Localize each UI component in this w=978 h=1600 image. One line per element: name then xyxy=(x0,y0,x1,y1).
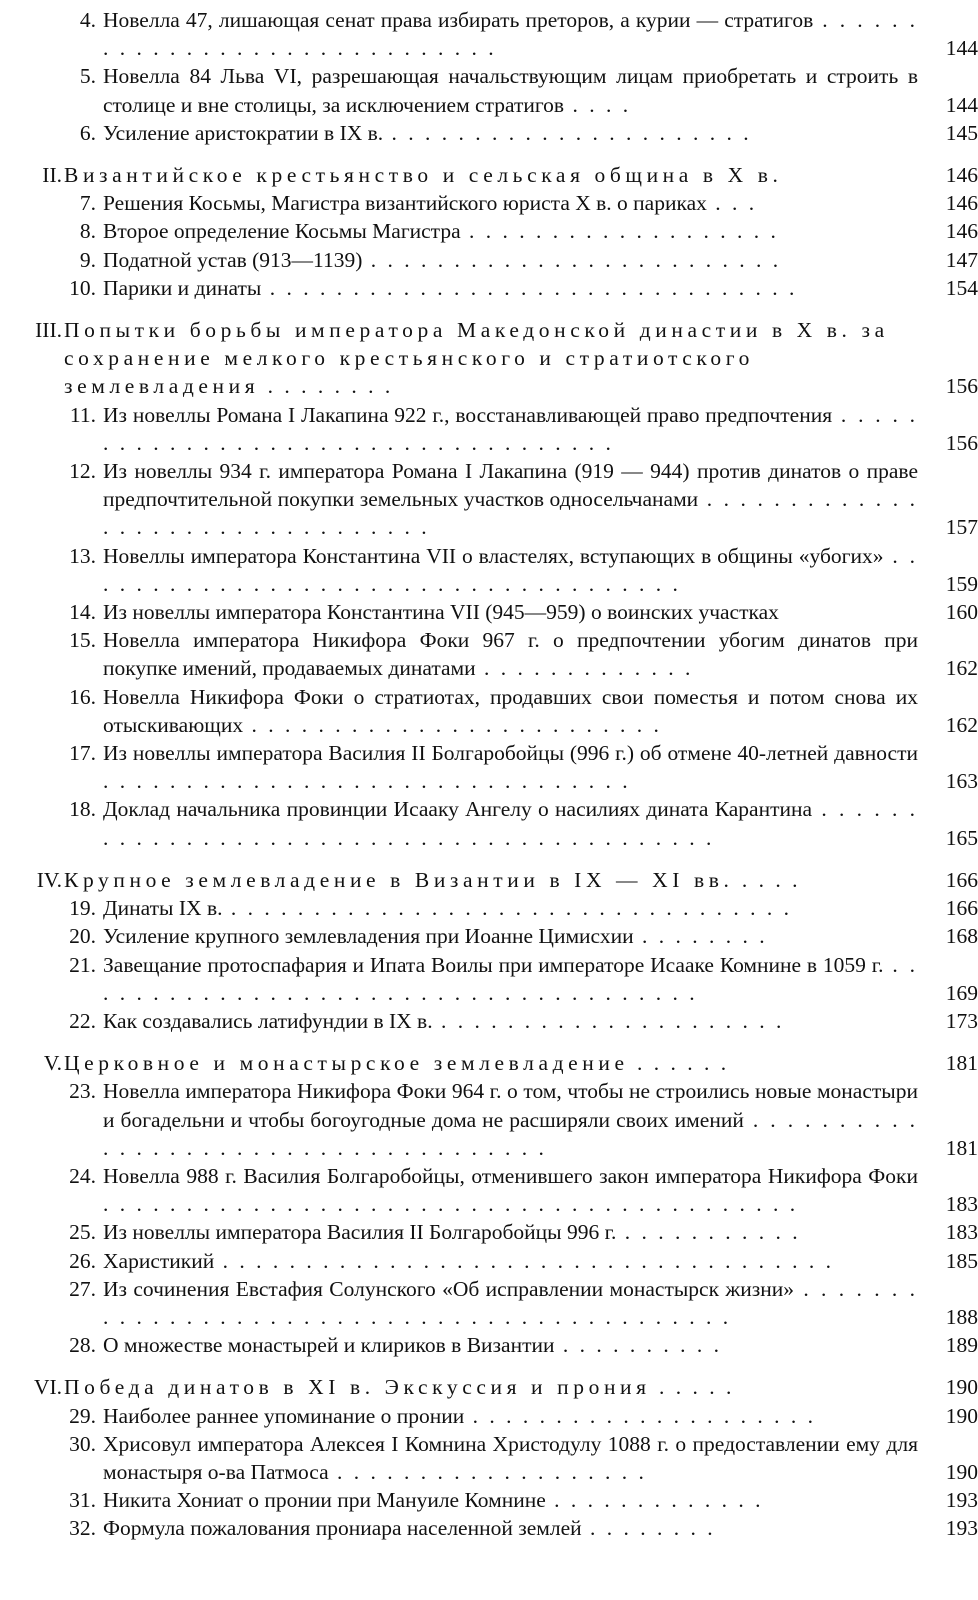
toc-entry xyxy=(0,739,978,795)
page-number: 147 xyxy=(945,247,978,272)
dot-leader: . . . . . . . . . . . . . . . . . . . xyxy=(328,1459,647,1484)
toc-entry xyxy=(0,274,978,302)
toc-entry xyxy=(0,189,978,217)
entry-number: 24. xyxy=(69,1163,96,1188)
page-number: 190 xyxy=(945,1459,978,1484)
section-gap xyxy=(0,852,978,866)
entry-title: Из новеллы императора Василия II Болгаробойцы 996 г. xyxy=(103,1220,617,1245)
toc-entry xyxy=(0,1275,978,1331)
dot-leader: . . . . . . . . . . . xyxy=(616,1220,801,1245)
toc-entry xyxy=(0,1402,978,1430)
page-number: 157 xyxy=(945,515,978,540)
toc-entry xyxy=(0,626,978,682)
page-number: 189 xyxy=(945,1333,978,1358)
toc-entry xyxy=(0,1007,978,1035)
entry-number: 13. xyxy=(69,543,96,568)
page-number: 144 xyxy=(945,92,978,117)
toc-entry xyxy=(0,1514,978,1542)
toc-entry xyxy=(0,401,978,457)
entry-title: Завещание протоспафария и Ипата Воилы при императоре Исааке Комнине в 1059 г. xyxy=(103,952,884,977)
page-number: 160 xyxy=(945,600,978,625)
entry-number: 32. xyxy=(69,1516,96,1541)
dot-leader: . . . . . . . . xyxy=(633,924,768,949)
entry-number: 27. xyxy=(69,1276,96,1301)
dot-leader: . . . . . . . . . . . . . . . . . . . . . . . . . . . . . . . . . . . . . . . . . . . xyxy=(103,797,918,850)
dot-leader: . . . . . . . . . . . . . . . . . . . . . . . . . . . . . . . . . . . . . . . . . . xyxy=(103,1192,799,1217)
dot-leader: . . . . . . . . . . xyxy=(554,1333,722,1358)
entry-title: Новеллы императора Константина VII о властелях, вступающих в общины «убогих» xyxy=(103,543,884,568)
page-number: 156 xyxy=(945,430,978,455)
toc-entry xyxy=(0,922,978,950)
entry-title: Динаты IX в. xyxy=(103,896,223,921)
entry-number: 29. xyxy=(69,1403,96,1428)
entry-title: Из сочинения Евстафия Солунского «Об исправлении монастырск жизни» xyxy=(103,1276,794,1301)
entry-number: 18. xyxy=(69,797,96,822)
page-number: 190 xyxy=(945,1403,978,1428)
toc-entry xyxy=(0,457,978,542)
dot-leader: . . . . . . . . . . . . . . . . . . . . . . . . . xyxy=(243,712,662,737)
page-number: 183 xyxy=(945,1192,978,1217)
dot-leader: . . . . . . . . . . . . . . . . . . . . . . . . . . . . . . xyxy=(103,8,918,61)
entry-title: Из новеллы Романа I Лакапина 922 г., восстанавливающей право предпочтения xyxy=(103,402,833,427)
dot-leader: . . . . . . . . . . . . . . . . . . . . . . . . . . . . . . . . . . xyxy=(222,896,792,921)
page-number: 168 xyxy=(945,924,978,949)
entry-title: Новелла 988 г. Василия Болгаробойцы, отменившего закон императора Никифора Фоки xyxy=(103,1163,918,1188)
dot-leader: . . . . . . . . xyxy=(259,374,394,399)
entry-number: 6. xyxy=(79,120,96,145)
page-number: 181 xyxy=(945,1135,978,1160)
dot-leader: . . . . . . . . . . . . . . . . . . . . . . . . . . . . . . . . . . . . xyxy=(103,402,918,455)
section-number: IV. xyxy=(36,867,62,892)
entry-number: 25. xyxy=(69,1220,96,1245)
dot-leader: . . . . . . . . . . . . . . . . . . . . . . . . . . . . . . . . . . . . . xyxy=(214,1248,834,1273)
page-number: 154 xyxy=(945,275,978,300)
section-number: III. xyxy=(35,318,62,343)
page-number: 166 xyxy=(945,896,978,921)
entry-title: Податной устав (913—1139) xyxy=(103,247,363,272)
dot-leader: . . . . . . . . . . . . . . . . . . . . . . . . . . . . . . . . xyxy=(103,769,631,794)
toc-entry xyxy=(0,683,978,739)
entry-title: Как создавались латифундии в IX в. xyxy=(103,1008,433,1033)
entry-title: Новелла Никифора Фоки о стратиотах, продавших свои поместья и потом снова их отыскивающих xyxy=(103,684,918,737)
entry-number: 20. xyxy=(69,924,96,949)
entry-number: 17. xyxy=(69,741,96,766)
entry-title: Никита Хониат о пронии при Мануиле Комнине xyxy=(103,1488,546,1513)
page-number: 144 xyxy=(945,36,978,61)
entry-title: Новелла 84 Льва VI, разрешающая начальствующим лицам приобретать и строить в столице и вне столицы, за исключением стратигов xyxy=(103,64,918,117)
dot-leader: . . . . xyxy=(733,867,801,892)
entry-title: Из новеллы 934 г. императора Романа I Лакапина (919 — 944) против динатов о праве предпочтительной покупки земельных участков односельчанами xyxy=(103,459,918,512)
dot-leader: . . . . . . . . . . . . . . . . . . . . . . . . . . . . . . . . . . . . . . . . . . . . . xyxy=(103,1276,919,1329)
dot-leader: . . . . . . . . . . . . . . . . . . . . . . . . . . . . . . . . . . . . . xyxy=(103,1107,918,1160)
dot-leader: . . . xyxy=(706,191,758,216)
page-number: 166 xyxy=(945,867,978,892)
entry-title: Из новеллы императора Константина VII (945—959) о воинских участках xyxy=(103,600,779,625)
entry-title: Решения Косьмы, Магистра византийского юриста X в. о париках xyxy=(103,191,707,216)
entry-number: 12. xyxy=(69,459,96,484)
toc-entry xyxy=(0,1430,978,1486)
section-number: II. xyxy=(42,163,62,188)
page-number: 185 xyxy=(945,1248,978,1273)
toc-section-heading xyxy=(0,1373,978,1401)
page-number: 159 xyxy=(945,571,978,596)
entry-title: Из новеллы императора Василия II Болгаробойцы (996 г.) об отмене 40-летней давности xyxy=(103,741,918,766)
entry-title: Доклад начальника провинции Исааку Ангелу о насилиях дината Карантина xyxy=(103,797,813,822)
toc-entry xyxy=(0,1247,978,1275)
dot-leader: . . . . . xyxy=(650,1375,735,1400)
entry-title: Новелла 47, лишающая сенат права избирать преторов, а курии — стратигов xyxy=(103,8,814,32)
toc-entry xyxy=(0,119,978,147)
table-of-contents xyxy=(0,6,978,1543)
entry-number: 15. xyxy=(69,628,96,653)
entry-title: Усиление крупного землевладения при Иоанне Цимисхии xyxy=(103,924,634,949)
dot-leader: . . . . . . . . . . . . . xyxy=(475,656,694,681)
entry-title: Наиболее раннее упоминание о пронии xyxy=(103,1403,465,1428)
section-title: Церковное и монастырское землевладение xyxy=(64,1051,629,1076)
entry-number: 28. xyxy=(69,1333,96,1358)
entry-number: 5. xyxy=(79,64,96,89)
entry-number: 21. xyxy=(69,952,96,977)
dot-leader: . . . . . . . . . . . . . . . . . . . . . . . . . . . . . . . . xyxy=(261,275,798,300)
entry-number: 23. xyxy=(69,1079,96,1104)
entry-title: Усиление аристократии в IX в. xyxy=(103,120,384,145)
toc-section-heading xyxy=(0,161,978,189)
entry-title: Второе определение Косьмы Магистра xyxy=(103,219,461,244)
toc-section-heading xyxy=(0,866,978,894)
entry-number: 26. xyxy=(69,1248,96,1273)
dot-leader: . . . . . . . . . . . . . . . . . . . . . . . . . . . . . . . . . . . . . . xyxy=(103,952,919,1005)
toc-entry xyxy=(0,542,978,598)
page-number: 163 xyxy=(945,769,978,794)
entry-number: 10. xyxy=(69,275,96,300)
toc-entry xyxy=(0,1218,978,1246)
page-number: 173 xyxy=(945,1008,978,1033)
entry-title: Парики и динаты xyxy=(103,275,262,300)
page-number: 162 xyxy=(945,656,978,681)
entry-title: Формула пожалования прониара населенной землей xyxy=(103,1516,582,1541)
entry-number: 7. xyxy=(79,191,96,216)
section-title: Крупное землевладение в Византии в IX — XI вв. xyxy=(64,867,734,892)
dot-leader: . . . . . . . . . . . . . . . . . . . . . . . . . xyxy=(362,247,782,272)
toc-entry xyxy=(0,62,978,118)
dot-leader: . . . . . . . . . . . . . . . . . . . . . xyxy=(432,1008,785,1033)
page-number: 156 xyxy=(945,374,978,399)
dot-leader: . . . . . . . . . . . . . . . . . . . . . . . . . . . . . . . . . xyxy=(103,487,919,540)
section-title: Победа динатов в XI в. Экскуссия и прония xyxy=(64,1375,651,1400)
page-number: 183 xyxy=(945,1220,978,1245)
page-number: 169 xyxy=(945,980,978,1005)
toc-entry xyxy=(0,1162,978,1218)
dot-leader: . . . . . . xyxy=(628,1051,730,1076)
page-number: 146 xyxy=(945,219,978,244)
section-gap xyxy=(0,147,978,161)
page-number: 190 xyxy=(945,1375,978,1400)
toc-entry xyxy=(0,951,978,1007)
toc-entry xyxy=(0,1486,978,1514)
entry-title: О множестве монастырей и клириков в Византии xyxy=(103,1333,555,1358)
entry-number: 31. xyxy=(69,1488,96,1513)
dot-leader: . . . . . . . . . . . . . . . . . . . . . xyxy=(464,1403,817,1428)
entry-title: Хрисовул императора Алексея I Комнина Христодулу 1088 г. о предоставлении ему для монастыря о-ва Патмоса xyxy=(103,1431,918,1484)
toc-section-heading xyxy=(0,316,978,401)
entry-title: Новелла императора Никифора Фоки 964 г. о том, чтобы не строились новые монастыри и богадельни и чтобы богоугодные дома не расширяли своих имений xyxy=(103,1079,918,1132)
toc-entry xyxy=(0,1077,978,1162)
dot-leader: . . . . . . . . . . . . . . . . . . . xyxy=(460,219,779,244)
entry-number: 16. xyxy=(69,684,96,709)
page-number: 146 xyxy=(945,163,978,188)
page-number: 146 xyxy=(945,191,978,216)
page-number: 165 xyxy=(945,825,978,850)
toc-entry xyxy=(0,246,978,274)
toc-entry xyxy=(0,217,978,245)
toc-entry xyxy=(0,795,978,851)
dot-leader: . . . . xyxy=(564,92,632,117)
toc-entry xyxy=(0,1331,978,1359)
toc-section-heading xyxy=(0,1049,978,1077)
entry-number: 19. xyxy=(69,896,96,921)
section-number: V. xyxy=(43,1051,62,1076)
dot-leader: . . . . . . . . . . . . . . . . . . . . . . xyxy=(383,120,752,145)
section-title: Попытки борьбы императора Македонской династии в X в. за сохранение мелкого крестьянского и стратиотского землевладения xyxy=(64,318,889,399)
page-number: 193 xyxy=(945,1516,978,1541)
page-number: 145 xyxy=(945,120,978,145)
page-number: 188 xyxy=(945,1304,978,1329)
page-number: 193 xyxy=(945,1488,978,1513)
dot-leader: . . . . . . . . xyxy=(581,1516,716,1541)
section-gap xyxy=(0,302,978,316)
entry-number: 30. xyxy=(69,1431,96,1456)
dot-leader: . . . . . . . . . . . . . . . . . . . . . . . . . . . . . . . . . . . . . xyxy=(103,543,919,596)
entry-title: Новелла императора Никифора Фоки 967 г. о предпочтении убогим динатов при покупке имений, продаваемых динатами xyxy=(103,628,918,681)
entry-number: 14. xyxy=(69,600,96,625)
section-gap xyxy=(0,1359,978,1373)
section-gap xyxy=(0,1035,978,1049)
entry-number: 9. xyxy=(79,247,96,272)
toc-entry xyxy=(0,6,978,62)
section-title: Византийское крестьянство и сельская община в X в. xyxy=(64,163,783,188)
entry-number: 22. xyxy=(69,1008,96,1033)
toc-entry xyxy=(0,894,978,922)
page-number: 162 xyxy=(945,712,978,737)
entry-number: 4. xyxy=(79,8,96,32)
entry-number: 8. xyxy=(79,219,96,244)
entry-number: 11. xyxy=(69,402,96,427)
toc-entry xyxy=(0,598,978,626)
section-number: VI. xyxy=(33,1375,62,1400)
entry-title: Харистикий xyxy=(103,1248,215,1273)
page-number: 181 xyxy=(945,1051,978,1076)
dot-leader: . . . . . . . . . . . . . xyxy=(545,1488,764,1513)
